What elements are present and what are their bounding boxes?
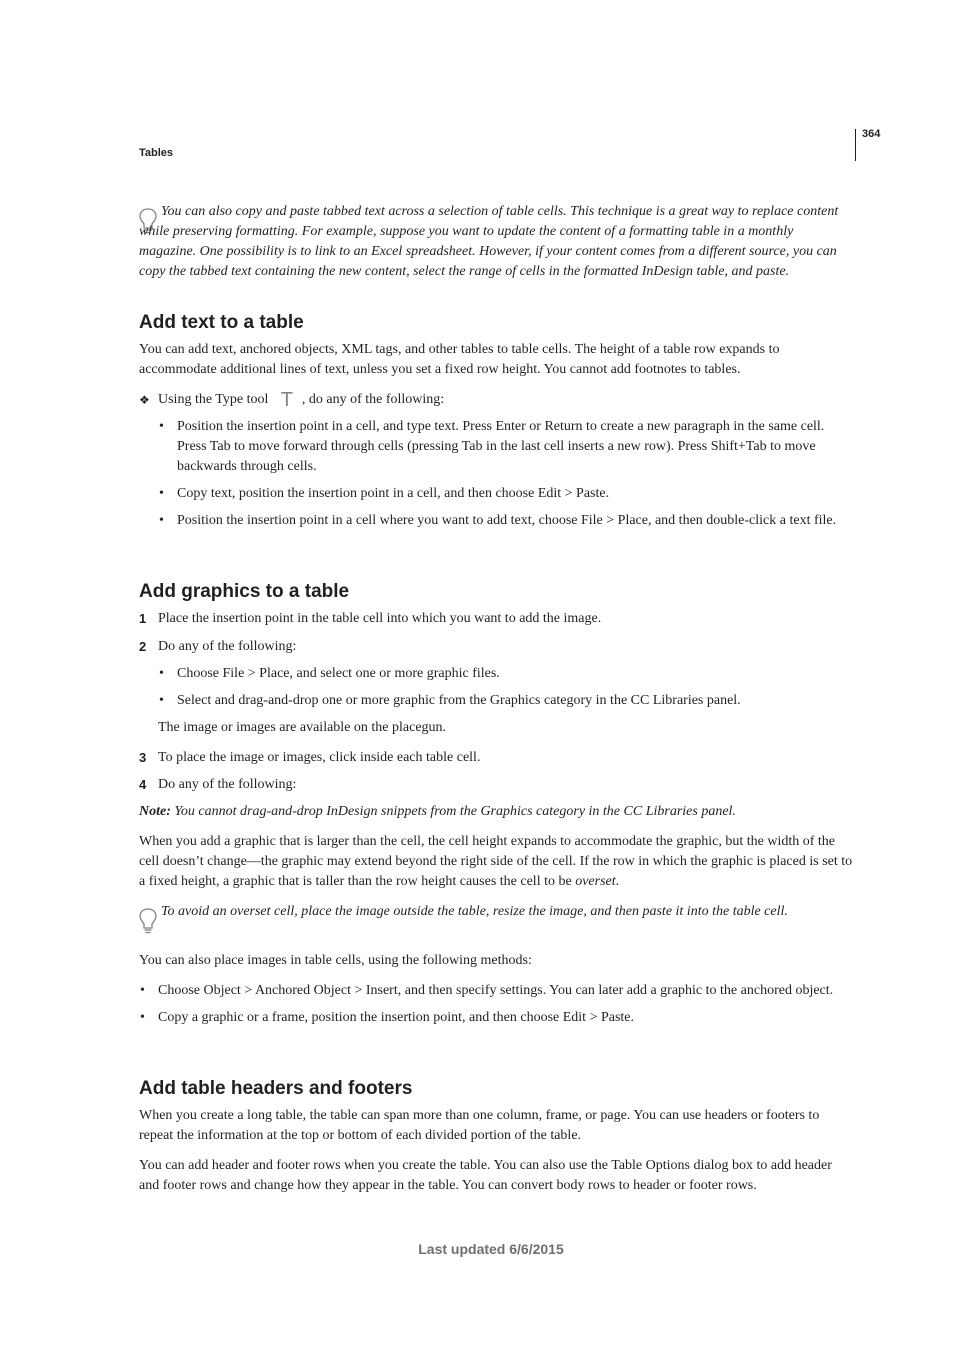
step-text: Place the insertion point in the table cell into which you want to add the image. [158, 611, 602, 626]
step-2 [139, 637, 853, 657]
list-item-text: Position the insertion point in a cell where you want to add text, choose File > Place, and then double-click a text file. [177, 513, 837, 528]
heading-headers-footers: Add table headers and footers [139, 1078, 413, 1099]
bullet: • [159, 486, 164, 501]
step-text: Do any of the following: [158, 777, 297, 792]
step-text: To place the image or images, click inside each table cell. [158, 750, 481, 765]
overset-term: overset [575, 874, 616, 889]
type-tool-step-suffix: , do any of the following: [301, 392, 445, 407]
step-text: Do any of the following: [158, 639, 297, 654]
bullet: • [140, 1010, 145, 1025]
list-item [139, 511, 853, 531]
bullet: • [159, 666, 164, 681]
note-label: Note: [139, 804, 171, 819]
last-updated-footer: Last updated 6/6/2015 [418, 1241, 564, 1257]
add-text-intro: You can add text, anchored objects, XML tags, and other tables to table cells. The height of a table row expands to accommodate additional lines of text, unless you set a fixed row height. You cannot add footnotes to tables. [139, 342, 780, 377]
step-number: 2 [139, 639, 147, 654]
graphic-size-end: . [615, 874, 620, 889]
graphic-size-paragraph [139, 832, 853, 892]
step-marker: ❖ [139, 393, 150, 407]
tip-avoid-overset: To avoid an overset cell, place the image outside the table, resize the image, and then paste it into the table cell. [161, 904, 788, 919]
list-item [139, 691, 853, 711]
type-tool-step-text: Using the Type tool [158, 392, 269, 407]
list-item [139, 1008, 853, 1028]
type-tool-step [139, 390, 853, 410]
list-item [139, 417, 853, 477]
type-tool-icon: T [280, 389, 293, 411]
list-item-text: Position the insertion point in a cell, and type text. Press Enter or Return to create a new paragraph in the same cell. Press Tab to move forward through cells (pressing Tab in the last cell inserts a new row). Press Shift+Tab to move backwards through cells. [177, 419, 825, 474]
bullet: • [140, 983, 145, 998]
list-item-text: Copy text, position the insertion point in a cell, and then choose Edit > Paste. [177, 486, 610, 501]
step-number: 3 [139, 750, 147, 765]
bullet: • [159, 693, 164, 708]
note-text: You cannot drag-and-drop InDesign snippets from the Graphics category in the CC Libraries panel. [170, 804, 736, 819]
headers-footers-para-1: When you create a long table, the table can span more than one column, frame, or page. You can use headers or footers to repeat the information at the top or bottom of each divided portion of the table. [139, 1108, 820, 1143]
graphic-size-text: When you add a graphic that is larger than the cell, the cell height expands to accommodate the graphic, but the width of the cell doesn’t change—the graphic may extend beyond the right side of the cell. If the row in which the graphic is placed is set to a fixed height, a graphic that is taller than the row height causes the cell to be [139, 834, 853, 889]
step-4 [139, 775, 853, 795]
step-2-result: The image or images are available on the placegun. [158, 720, 447, 735]
step-3 [139, 748, 853, 768]
heading-add-text: Add text to a table [139, 312, 304, 333]
headers-footers-para-2: You can add header and footer rows when you create the table. You can also use the Table Options dialog box to add header and footer rows and change how they appear in the table. You can convert body rows to header or footer rows. [139, 1158, 832, 1193]
place-methods-list [139, 981, 853, 1028]
note [139, 802, 853, 822]
page-number: 364 [862, 128, 881, 140]
step-number: 1 [139, 611, 147, 626]
place-images-intro: You can also place images in table cells, using the following methods: [139, 953, 532, 968]
list-item [139, 484, 853, 504]
list-item-text: Copy a graphic or a frame, position the insertion point, and then choose Edit > Paste. [158, 1010, 635, 1025]
step-2-bullet-list [139, 664, 853, 711]
list-item-text: Choose Object > Anchored Object > Insert, and then specify settings. You can later add a graphic to the anchored object. [158, 983, 834, 998]
list-item [139, 664, 853, 684]
list-item [139, 981, 853, 1001]
step-number: 4 [139, 777, 147, 792]
list-item-text: Select and drag-and-drop one or more graphic from the Graphics category in the CC Libraries panel. [177, 693, 741, 708]
tip-copy-paste-tabbed-text: You can also copy and paste tabbed text across a selection of table cells. This technique is a great way to replace content while preserving formatting. For example, suppose you want to update the content of a formatting table in a monthly magazine. One possibility is to link to an Excel spreadsheet. However, if your content comes from a different source, you can copy the tabbed text containing the new content, select the range of cells in the formatted InDesign table, and paste. [139, 204, 839, 279]
heading-add-graphics: Add graphics to a table [139, 581, 350, 602]
type-tool-bullet-list [139, 417, 853, 531]
header-rule [855, 129, 856, 161]
bullet: • [159, 513, 164, 528]
bullet: • [159, 419, 164, 434]
step-1 [139, 609, 853, 629]
list-item-text: Choose File > Place, and select one or more graphic files. [177, 666, 500, 681]
running-head: Tables [139, 147, 174, 159]
